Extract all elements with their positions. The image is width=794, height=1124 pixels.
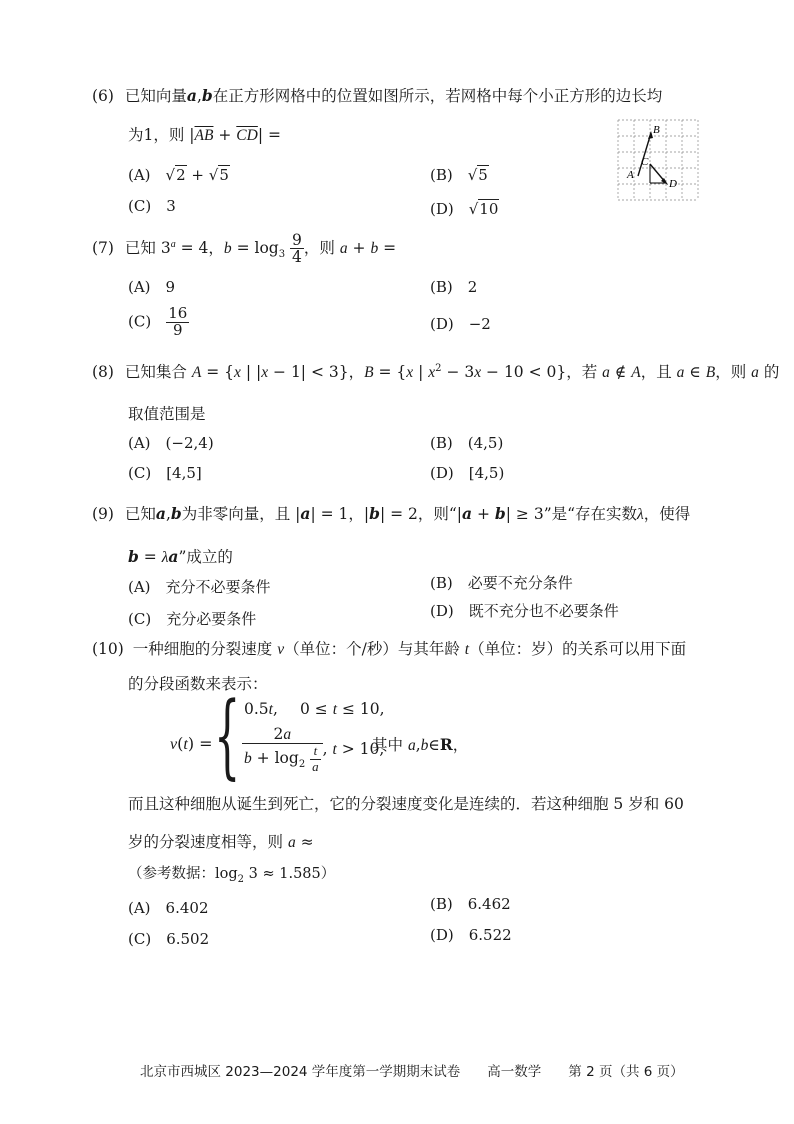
label-b: B [653, 124, 660, 136]
q7-option-a[interactable]: (A) 9 [128, 278, 176, 296]
q10-text-line3: 而且这种细胞从诞生到死亡，它的分裂速度变化是连续的．若这种细胞 5 岁和 60 [128, 795, 684, 813]
q10-brace: { [214, 682, 241, 789]
q9-option-b[interactable]: (B) 必要不充分条件 [430, 574, 573, 592]
q9-option-a[interactable]: (A) 充分不必要条件 [128, 578, 271, 596]
q10-piece1: 0.5t, [244, 700, 278, 718]
q6-vector-grid-figure [617, 119, 699, 201]
q6-number: (6) [92, 87, 114, 105]
q6-option-c[interactable]: (C) 3 [128, 197, 176, 215]
q10-option-d[interactable]: (D) 6.522 [430, 926, 512, 944]
q10-text-line2: 的分段函数来表示： [128, 675, 268, 693]
q9-option-c[interactable]: (C) 充分必要条件 [128, 610, 257, 628]
q6-text-line1: 已知向量a,b在正方形网格中的位置如图所示，若网格中每个小正方形的边长均 [124, 86, 663, 105]
q7-stem: (7) 已知 $3^a = 4$，$b = \log_3$ $\frac{9}{4}$ ，则 a + b = [92, 231, 397, 267]
q6-stem [92, 84, 662, 106]
q10-text-line4: 岁的分裂速度相等，则 a ≈ [128, 833, 314, 851]
q7-number: (7) [92, 238, 114, 257]
q10-where-clause: 其中 a,b∈R， [372, 735, 469, 754]
q6-option-b[interactable]: (B) √5 [430, 166, 488, 184]
label-a: A [627, 169, 634, 181]
q8-option-b[interactable]: (B) (4,5) [430, 434, 504, 452]
q9-stem: (9) 已知a,b为非零向量，且 |a| = 1，|b| = 2，则“|a + b| ≥ 3”是“存在实数λ，使得 [92, 504, 691, 523]
q9-option-d[interactable]: (D) 既不充分也不必要条件 [430, 602, 619, 620]
q8-option-d[interactable]: (D) [4,5) [430, 464, 505, 482]
vector-ab [638, 133, 651, 176]
q10-option-a[interactable]: (A) 6.402 [128, 899, 209, 917]
q10-number: (10) [92, 640, 124, 658]
q6-option-d[interactable]: (D) √10 [430, 200, 499, 218]
q7-option-c[interactable]: (C) $\frac{16}{9}$ [128, 304, 188, 339]
page-footer: 北京市西城区 2023—2024 学年度第一学期期末试卷 高一数学 第 2 页（共 6 页） [140, 1064, 684, 1080]
q6-text-line2: 为1，则 $|\overline{AB} + \overline{CD}|$ = [128, 126, 281, 144]
q10-stem: (10) 一种细胞的分裂速度 v（单位：个/秒）与其年龄 t（单位：岁）的关系可以用下面 [92, 640, 687, 658]
q7-option-d[interactable]: (D) −2 [430, 315, 491, 333]
q10-piece1-cond: 0 ≤ t ≤ 10, [300, 700, 385, 718]
q8-option-a[interactable]: (A) (−2,4) [128, 434, 214, 452]
label-c: C [641, 156, 649, 168]
q8-number: (8) [92, 363, 114, 381]
q10-option-c[interactable]: (C) 6.502 [128, 930, 210, 948]
label-d: D [669, 178, 677, 190]
q9-number: (9) [92, 505, 114, 523]
q8-stem: (8) 已知集合 A = {x | |x − 1| < 3}，B = {x | $x^2 - 3x - 10 < 0$}，若 a ∉ A，且 a ∈ B，则 a 的 [92, 362, 780, 381]
q10-piece2: 2a $b + \log_2$ $\frac{t}{a}$ , t > 10, [244, 725, 385, 774]
q8-text-line2: 取值范围是 [128, 405, 206, 423]
q10-reference-data: （参考数据：$\log_2 3 \approx 1.585$） [128, 866, 336, 885]
q10-option-b[interactable]: (B) 6.462 [430, 895, 511, 913]
q10-function-lhs: v(t) = [170, 734, 213, 753]
q8-option-c[interactable]: (C) [4,5] [128, 464, 202, 482]
q9-text-line2: b = λa”成立的 [128, 547, 233, 566]
q7-option-b[interactable]: (B) 2 [430, 278, 478, 296]
q6-option-a[interactable]: (A) √2 + √5 [128, 166, 229, 184]
